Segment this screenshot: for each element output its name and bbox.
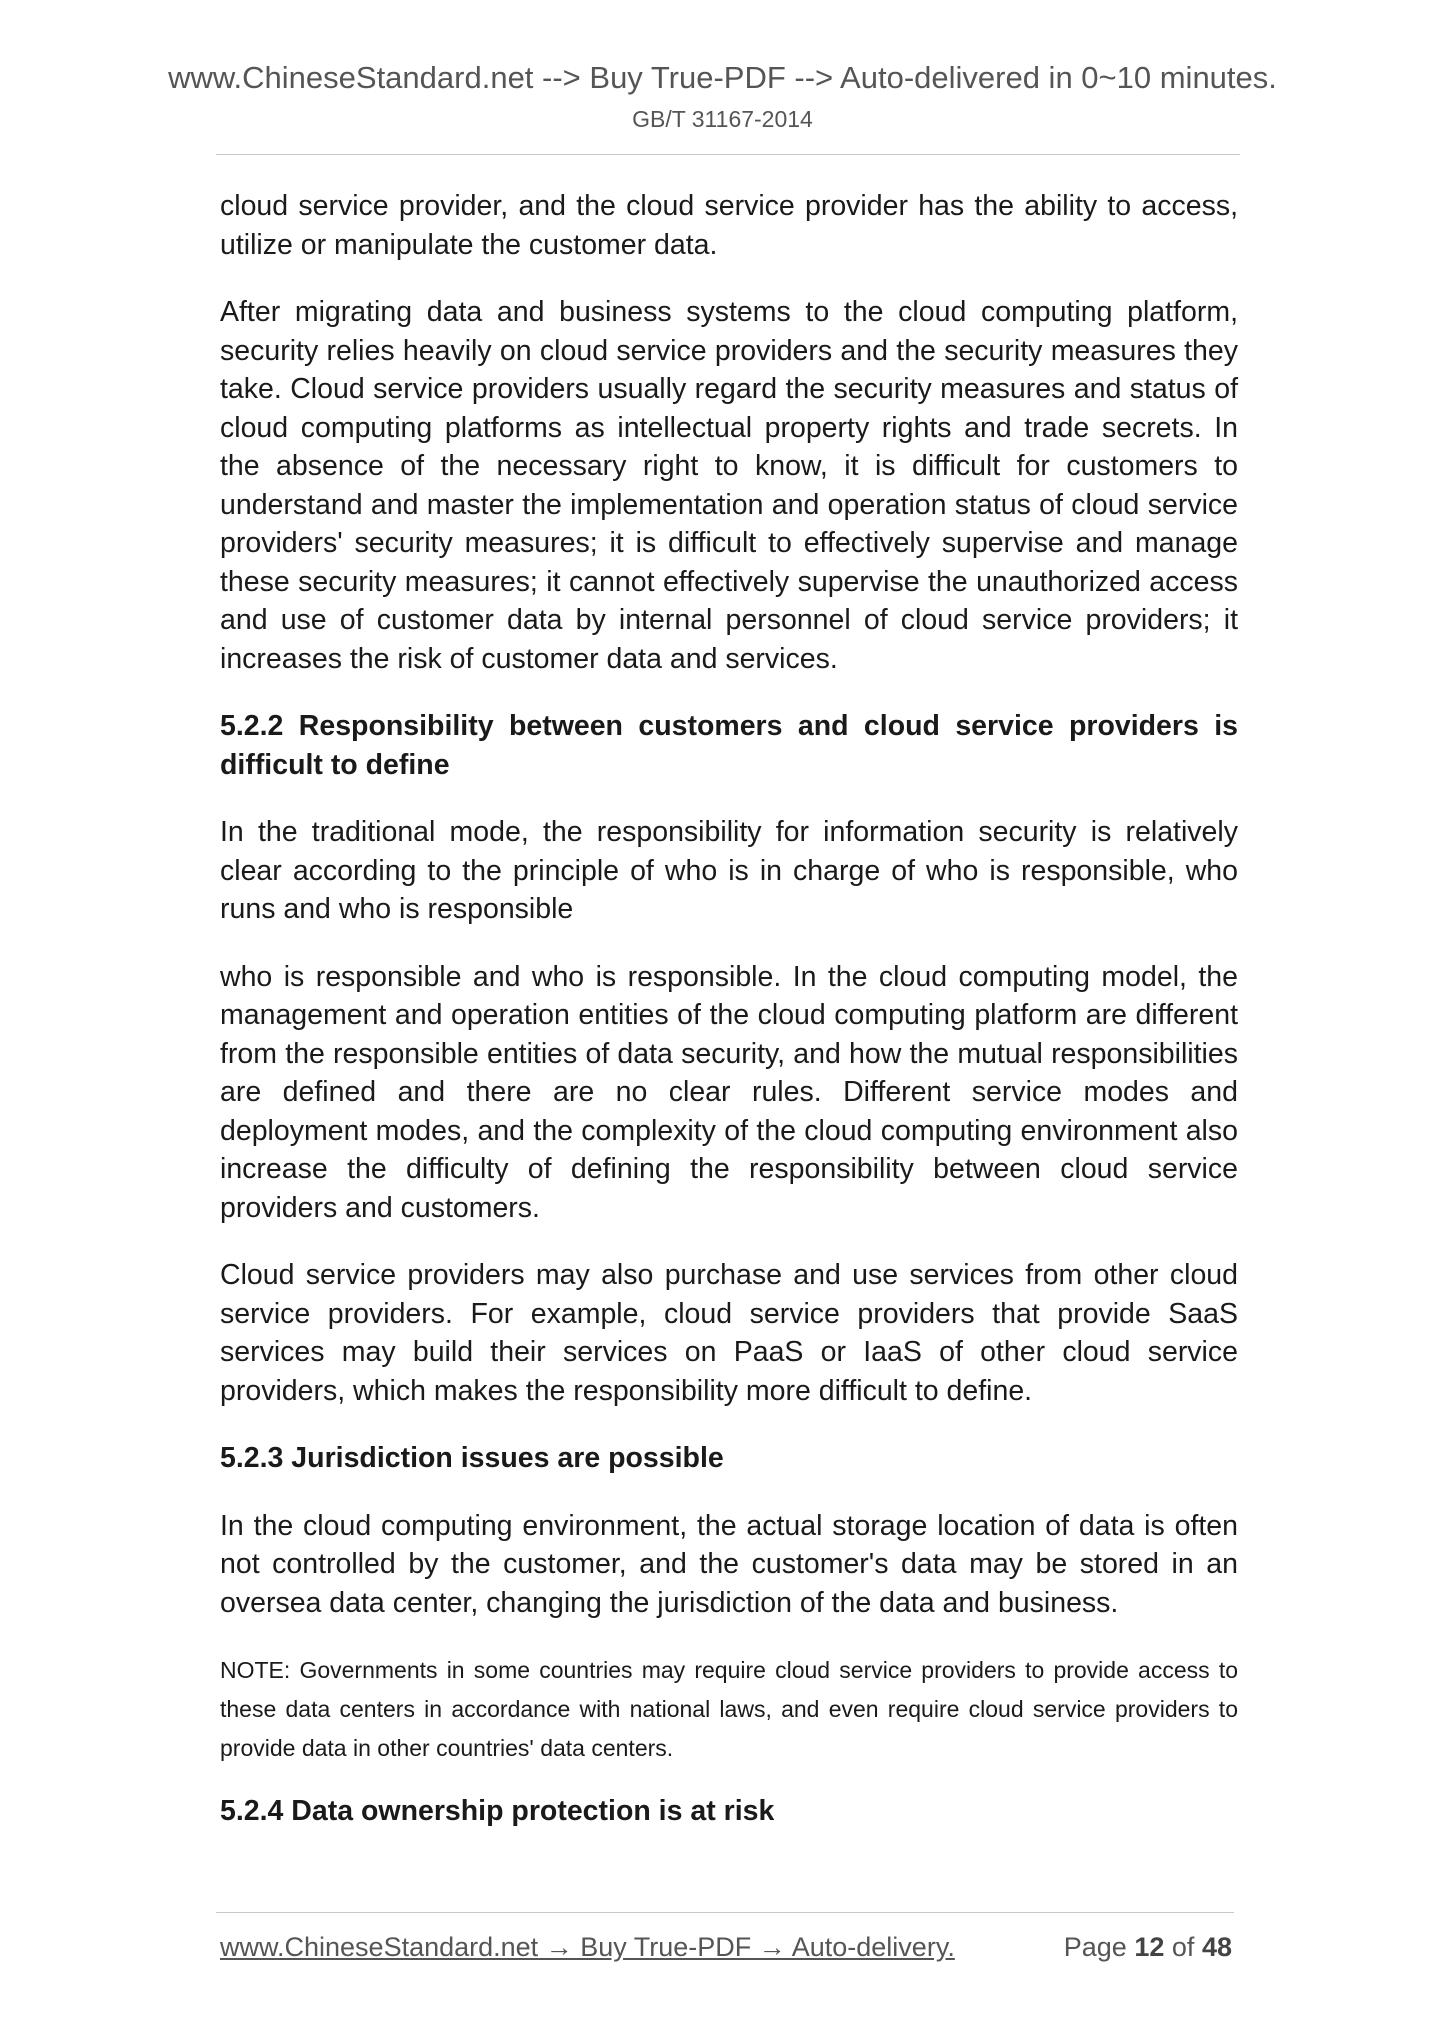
standard-code: GB/T 31167-2014 bbox=[632, 106, 813, 132]
section-heading-5-2-4: 5.2.4 Data ownership protection is at risk bbox=[220, 1795, 775, 1827]
document-body bbox=[220, 187, 1238, 1860]
page-number: 12 bbox=[1134, 1932, 1165, 1962]
paragraph: cloud service provider, and the cloud service provider has the ability to access, utilize or manipulate the customer data. bbox=[220, 190, 1238, 261]
page-indicator bbox=[1064, 1932, 1232, 1963]
paragraph: After migrating data and business systems to the cloud computing platform, security relies heavily on cloud service providers and the security measures they take. Cloud service providers usually regard the security measures and status of cloud computing platforms as intellectual property rights and trade secrets. In the absence of the necessary right to know, it is difficult for customers to understand and master the implementation and operation status of cloud service providers' security measures; it is difficult to effectively supervise and manage these security measures; it cannot effectively supervise the unauthorized access and use of customer data by internal personnel of cloud service providers; it increases the risk of customer data and services. bbox=[220, 296, 1238, 675]
note: NOTE: Governments in some countries may require cloud service providers to provide access to these data centers in accordance with national laws, and even require cloud service providers to provide data in other countries' data centers. bbox=[220, 1657, 1238, 1761]
section-heading-5-2-3: 5.2.3 Jurisdiction issues are possible bbox=[220, 1442, 724, 1474]
of-label: of bbox=[1171, 1932, 1195, 1962]
paragraph: In the cloud computing environment, the actual storage location of data is often not controlled by the customer, and the customer's data may be stored in an oversea data center, changing the jurisdiction of the data and business. bbox=[220, 1509, 1238, 1619]
section-heading-5-2-2: 5.2.2 Responsibility between customers and cloud service providers is difficult to define bbox=[220, 710, 1238, 781]
paragraph: Cloud service providers may also purchase and use services from other cloud service providers. For example, cloud service providers that provide SaaS services may build their services on PaaS or IaaS of other cloud service providers, which makes the responsibility more difficult to define. bbox=[220, 1259, 1238, 1407]
header-divider bbox=[216, 154, 1240, 155]
footer-link[interactable]: www.ChineseStandard.net → Buy True-PDF → Auto-delivery. bbox=[220, 1932, 955, 1962]
page-label: Page bbox=[1063, 1932, 1127, 1962]
page-footer bbox=[220, 1932, 1232, 1972]
paragraph: In the traditional mode, the responsibility for information security is relatively clear according to the principle of who is in charge of who is responsible, who runs and who is responsible bbox=[220, 816, 1238, 925]
total-pages: 48 bbox=[1201, 1932, 1232, 1962]
page-header bbox=[0, 58, 1445, 134]
footer-divider bbox=[216, 1912, 1234, 1913]
paragraph: who is responsible and who is responsible. In the cloud computing model, the management and operation entities of the cloud computing platform are different from the responsible entities of data security, and how the mutual responsibilities are defined and there are no clear rules. Different service modes and deployment modes, and the complexity of the cloud computing environment also increase the difficulty of defining the responsibility between cloud service providers and customers. bbox=[220, 960, 1238, 1224]
header-promo-line: www.ChineseStandard.net --> Buy True-PDF --> Auto-delivered in 0~10 minutes. bbox=[168, 60, 1277, 95]
